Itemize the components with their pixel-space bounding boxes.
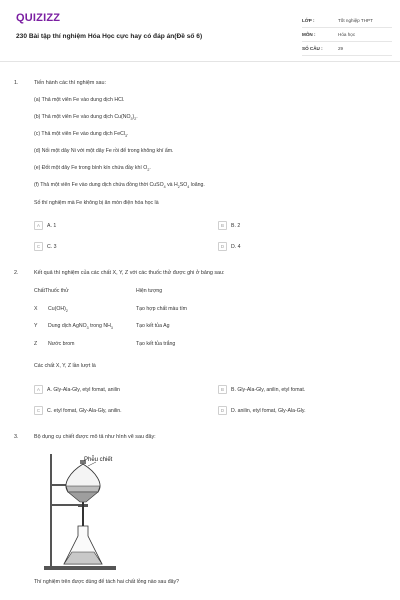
figure-label-funnel: Phễu chiết: [84, 457, 113, 463]
option-letter-box: C: [34, 406, 43, 415]
quizizz-logo: QUIZIZZ: [16, 12, 61, 24]
question-1: [14, 80, 390, 260]
question-text: Tiến hành các thí nghiệm sau:: [34, 80, 107, 86]
meta-key: SỐ CÂU :: [302, 46, 323, 51]
option-letter-box: C: [34, 242, 43, 251]
meta-value: Tốt nghiệp THPT: [338, 18, 373, 23]
experiment-f: (f) Thả một viên Fe vào dung dịch chứa đồng thời CuSO$_4$ và $H_2SO_4$ loãng.: [34, 182, 205, 190]
experiment-d: (d) Nối một dây Ni với một dây Fe rồi để trong không khí ẩm.: [34, 148, 174, 154]
option-letter-box: D: [218, 242, 227, 251]
table-header-hien-tuong: Hiện tượng: [136, 288, 163, 294]
meta-value: 29: [338, 46, 344, 51]
option-letter-box: A: [34, 385, 43, 394]
option-a[interactable]: [34, 221, 56, 230]
option-text: D. anilin, etyl fomat, Gly-Ala-Gly.: [231, 407, 306, 414]
option-c[interactable]: [34, 242, 57, 251]
option-letter-box: A: [34, 221, 43, 230]
meta-table: [302, 14, 392, 56]
table-cell-chat: Y: [34, 323, 38, 329]
meta-key: LỚP :: [302, 18, 315, 23]
ring-arm: [51, 504, 81, 506]
option-c[interactable]: [34, 406, 122, 415]
option-letter-box: B: [218, 385, 227, 394]
option-text: B. Gly-Ala-Gly, anilin, etyl fomat.: [231, 386, 306, 393]
document-title: 230 Bài tập thí nghiệm Hóa Học cực hay có đáp án(Đề số 6): [16, 33, 203, 40]
meta-row-count: [302, 42, 392, 56]
experiment-e: (e) Đốt một dây Fe trong bình kín chứa đầy khí $O_2$.: [34, 165, 151, 173]
question-prompt: Số thí nghiệm mà Fe không bị ăn mòn điện hóa học là: [34, 200, 159, 206]
question-prompt: Các chất X, Y, Z lần lượt là: [34, 363, 96, 369]
table-cell-hien: Tạo kết tủa trắng: [136, 341, 176, 347]
option-text: B. 2: [231, 222, 241, 229]
option-d[interactable]: [218, 242, 241, 251]
stand-rod: [50, 454, 52, 567]
table-cell-hien: Tạo kết tủa Ag: [136, 323, 170, 329]
experiment-c: (c) Thả một viên Fe vào dung dịch FeCl$_3$.: [34, 131, 129, 139]
option-b[interactable]: [218, 221, 240, 230]
option-letter-box: D: [218, 406, 227, 415]
option-text: C. etyl fomat, Gly-Ala-Gly, anilin.: [47, 407, 122, 414]
separating-funnel-figure: [40, 452, 140, 572]
option-text: A. Gly-Ala-Gly, etyl fomat, anilin: [47, 386, 120, 393]
option-a[interactable]: [34, 385, 120, 394]
option-text: A. 1: [47, 222, 57, 229]
question-number: 2.: [14, 270, 19, 276]
question-2: [14, 270, 390, 430]
table-cell-chat: Z: [34, 341, 38, 347]
question-number: 1.: [14, 80, 19, 86]
table-cell-hien: Tạo hợp chất màu tím: [136, 306, 187, 312]
question-text: Bộ dụng cụ chiết được mô tả như hình vẽ sau đây:: [34, 434, 156, 440]
meta-row-class: [302, 14, 392, 28]
table-cell-thuoc: $Cu(OH)_2$: [48, 306, 68, 314]
option-text: D. 4: [231, 243, 241, 250]
experiment-b: (b) Thả một viên Fe vào dung dịch $Cu(NO_3)_2$.: [34, 114, 138, 122]
table-cell-thuoc: Dung dịch AgNO$_3$ trong $NH_3$: [48, 323, 113, 331]
worksheet-header: [0, 0, 400, 62]
question-prompt: Thí nghiệm trên được dùng để tách hai chất lỏng nào sau đây?: [34, 579, 180, 585]
stand-base: [44, 566, 116, 570]
option-b[interactable]: [218, 385, 305, 394]
meta-row-subject: [302, 28, 392, 42]
table-header-chat: ChấtThuốc thử: [34, 288, 69, 294]
question-number: 3.: [14, 434, 19, 440]
table-cell-thuoc: Nước brom: [48, 341, 75, 347]
option-letter-box: B: [218, 221, 227, 230]
table-cell-chat: X: [34, 306, 38, 312]
question-text: Kết quả thí nghiệm của các chất X, Y, Z với các thuốc thử được ghi ở bảng sau:: [34, 270, 225, 276]
meta-key: MÔN :: [302, 32, 316, 37]
option-d[interactable]: [218, 406, 306, 415]
liquid-layer: [66, 486, 100, 492]
experiment-a: (a) Thả một viên Fe vào dung dịch HCl.: [34, 97, 125, 103]
lower-liquid-layer: [68, 492, 98, 502]
meta-value: Hóa học: [338, 32, 356, 37]
option-text: C. 3: [47, 243, 57, 250]
